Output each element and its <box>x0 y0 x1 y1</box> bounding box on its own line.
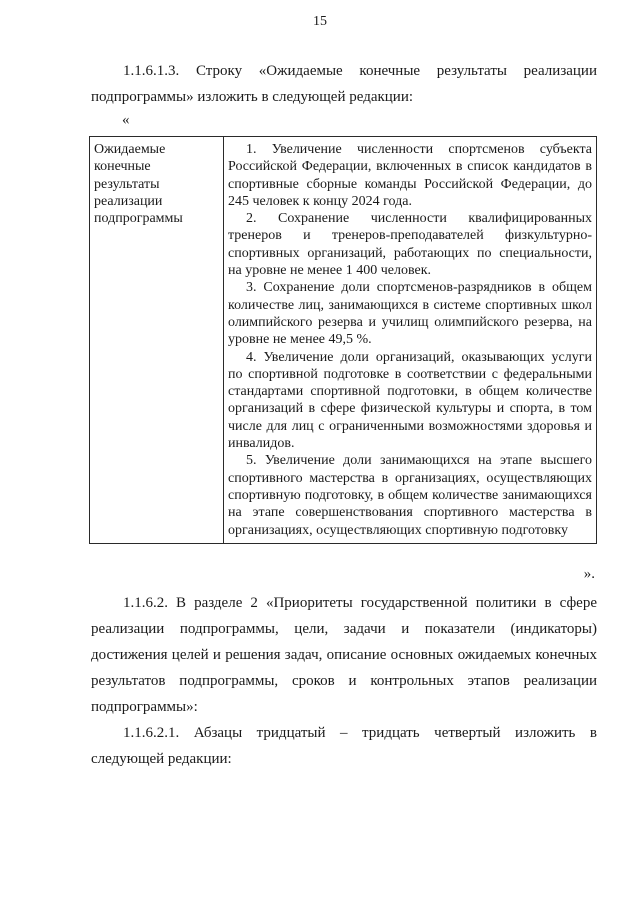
intro-paragraph <box>91 58 597 110</box>
results-table <box>89 136 597 544</box>
result-item-3: 3. Сохранение доли спортсменов-разрядников в общем количестве лиц, занимающихся в системе спортивных школ олимпийского резерва и училищ олимпийского резерва, на уровне не менее 49,5 %. <box>228 280 592 348</box>
result-item-2: 2. Сохранение численности квалифицированных тренеров и тренеров-преподавателей физкультурно-спортивных организаций, работающих по специальности, на уровне не менее 1 400 человек. <box>228 211 592 279</box>
closing-quote: ». <box>583 566 595 582</box>
opening-quote: « <box>122 112 130 128</box>
result-item-5: 5. Увеличение доли занимающихся на этапе высшего спортивного мастерства в организациях, осуществляющих спортивную подготовку, в общем количестве занимающихся на этапе совершенствования спортивного мастерства в организациях, осуществляющих спортивную подготовку <box>228 453 592 538</box>
table-content-cell <box>224 137 597 544</box>
section-2-paragraph <box>91 590 597 720</box>
section-2-1-text: 1.1.6.2.1. Абзацы тридцатый – тридцать четвертый изложить в следующей редакции: <box>91 725 597 767</box>
table-label-cell: Ожидаемые конечные результаты реализации подпрограммы <box>90 137 224 544</box>
section-2-text: 1.1.6.2. В разделе 2 «Приоритеты государственной политики в сфере реализации подпрограммы, цели, задачи и показатели (индикаторы) достижения целей и решения задач, описание основных ожидаемых конечных результатов подпрограммы, сроков и контрольных этапов реализации подпрограммы»: <box>91 595 597 715</box>
page-number: 15 <box>313 14 327 29</box>
result-item-4: 4. Увеличение доли организаций, оказывающих услуги по спортивной подготовке в соответствии с федеральными стандартами спортивной подготовки, в общем количестве организаций в сфере физической культуры и спорта, в том числе для лиц с ограниченными возможностями здоровья и инвалидов. <box>228 349 592 452</box>
intro-text: 1.1.6.1.3. Строку «Ожидаемые конечные результаты реализации подпрограммы» изложить в следующей редакции: <box>91 63 597 105</box>
section-2-1-paragraph <box>91 720 597 772</box>
table-row <box>90 137 597 544</box>
result-item-1: 1. Увеличение численности спортсменов субъекта Российской Федерации, включенных в список кандидатов в спортивные сборные команды Российской Федерации, до 245 человек к концу 2024 года. <box>228 142 592 209</box>
